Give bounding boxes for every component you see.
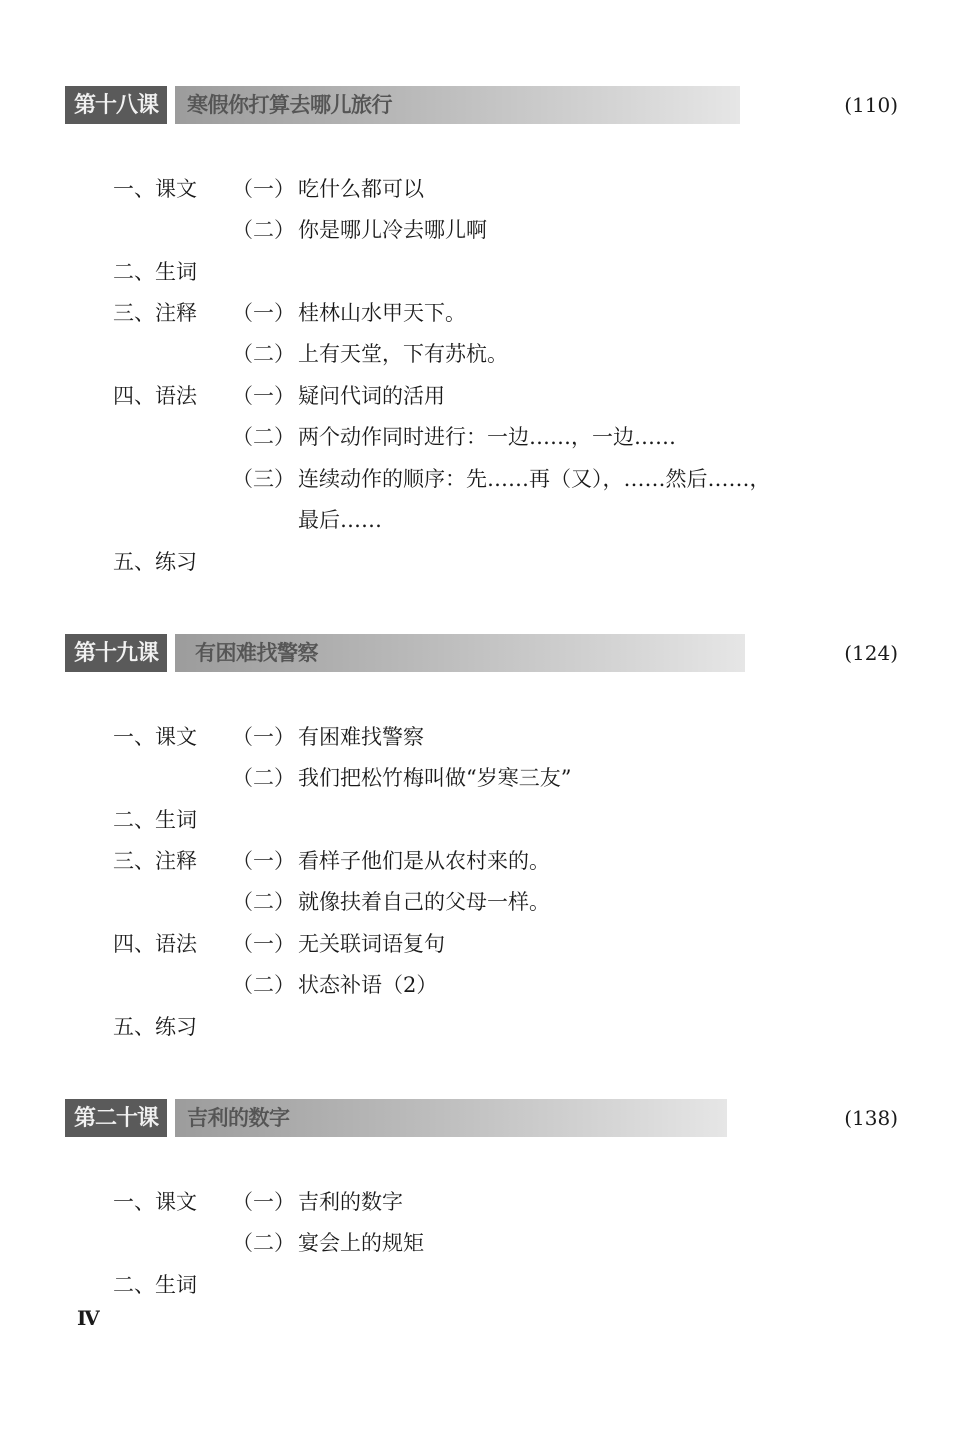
item-text: 上有天堂，下有苏杭。 <box>298 342 508 366</box>
item-text: 桂林山水甲天下。 <box>298 301 466 325</box>
item-number: （二） <box>232 890 295 914</box>
section-label: 一、课文 <box>113 177 197 201</box>
section-label: 二、生词 <box>113 260 197 284</box>
lesson-number-label: 第二十课 <box>65 1099 167 1137</box>
item-number: （一） <box>232 301 295 325</box>
section-label: 五、练习 <box>113 550 197 574</box>
item-number: （一） <box>232 177 295 201</box>
lesson-title-band <box>175 1099 727 1137</box>
item-number: （二） <box>232 1231 295 1255</box>
item-text: 你是哪儿冷去哪儿啊 <box>298 218 487 242</box>
item-number: （二） <box>232 766 295 790</box>
item-text: 两个动作同时进行：一边……，一边…… <box>298 425 676 449</box>
lesson-title: 吉利的数字 <box>187 1105 290 1130</box>
item-text: 宴会上的规矩 <box>298 1231 424 1255</box>
item-number: （一） <box>232 725 295 749</box>
lesson-title: 寒假你打算去哪儿旅行 <box>187 92 392 117</box>
item-text: 疑问代词的活用 <box>298 384 445 408</box>
item-text: 吃什么都可以 <box>298 177 424 201</box>
section-label: 三、注释 <box>113 301 197 325</box>
item-text: 状态补语（2） <box>298 973 438 997</box>
lesson-19-page-ref: (124) <box>844 641 898 665</box>
section-label: 一、课文 <box>113 1190 197 1214</box>
item-text-continuation: 最后…… <box>298 508 382 532</box>
lesson-title-band <box>175 634 745 672</box>
item-text: 无关联词语复句 <box>298 932 445 956</box>
section-label: 四、语法 <box>113 932 197 956</box>
item-number: （一） <box>232 1190 295 1214</box>
lesson-20-page-ref: (138) <box>844 1106 898 1130</box>
item-number: （三） <box>232 467 295 491</box>
section-label: 四、语法 <box>113 384 197 408</box>
item-text: 我们把松竹梅叫做“岁寒三友” <box>298 766 572 790</box>
item-text: 看样子他们是从农村来的。 <box>298 849 550 873</box>
lesson-18-page-ref: (110) <box>844 93 898 117</box>
item-number: （一） <box>232 932 295 956</box>
lesson-18-header <box>65 86 895 124</box>
section-label: 二、生词 <box>113 808 197 832</box>
lesson-number-label: 第十八课 <box>65 86 167 124</box>
item-text: 连续动作的顺序：先……再（又），……然后……， <box>298 467 771 491</box>
lesson-title: 有困难找警察 <box>195 640 318 665</box>
section-label: 一、课文 <box>113 725 197 749</box>
page-folio: Ⅳ <box>77 1306 100 1330</box>
lesson-19-header <box>65 634 895 672</box>
lesson-number-label: 第十九课 <box>65 634 167 672</box>
section-label: 二、生词 <box>113 1273 197 1297</box>
lesson-20-header <box>65 1099 895 1137</box>
item-text: 吉利的数字 <box>298 1190 403 1214</box>
item-text: 有困难找警察 <box>298 725 424 749</box>
section-label: 五、练习 <box>113 1015 197 1039</box>
item-number: （二） <box>232 973 295 997</box>
item-number: （二） <box>232 342 295 366</box>
item-number: （二） <box>232 425 295 449</box>
item-number: （一） <box>232 849 295 873</box>
section-label: 三、注释 <box>113 849 197 873</box>
lesson-title-band <box>175 86 740 124</box>
item-text: 就像扶着自己的父母一样。 <box>298 890 550 914</box>
item-number: （一） <box>232 384 295 408</box>
item-number: （二） <box>232 218 295 242</box>
